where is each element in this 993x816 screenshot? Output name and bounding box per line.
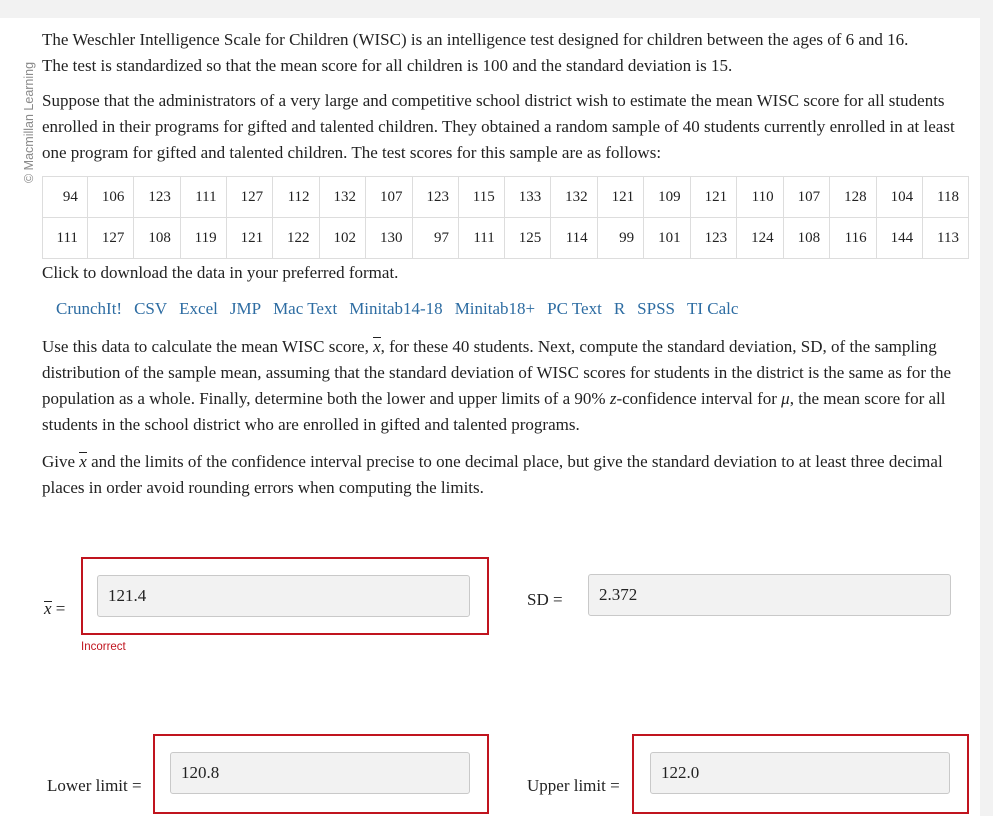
table-cell: 123 [412,177,458,218]
table-cell: 132 [319,177,365,218]
mu-symbol: μ [781,389,790,408]
download-prompt: Click to download the data in your preferred format. [42,263,399,282]
table-cell: 94 [43,177,88,218]
table-row [43,177,969,218]
table-cell: 121 [597,177,643,218]
download-links [56,298,750,320]
table-cell: 113 [923,218,969,259]
table-cell: 121 [690,177,736,218]
xbar-symbol: x [373,334,381,360]
table-cell: 116 [830,218,876,259]
download-link-minitab18[interactable]: Minitab18+ [454,299,536,318]
table-cell: 108 [134,218,180,259]
table-cell: 119 [180,218,226,259]
table-row [43,218,969,259]
upper-limit-input[interactable] [650,752,950,794]
download-link-minitab14-18[interactable]: Minitab14-18 [349,299,443,318]
table-cell: 99 [597,218,643,259]
scenario-text: Suppose that the administrators of a very large and competitive school district wish to estimate the mean WISC score for all students enrolled in their programs for gifted and talented children. They obtained a random sample of 40 students currently enrolled in at least one program for gifted and talented children. The test scores for this sample are as follows: [42,91,955,162]
watermark: © Macmillan Learning [22,61,36,183]
table-cell: 127 [87,218,133,259]
table-cell: 125 [504,218,550,259]
upper-limit-label: Upper limit = [527,776,620,795]
table-cell: 106 [87,177,133,218]
download-link-csv[interactable]: CSV [134,299,168,318]
table-cell: 111 [459,218,505,259]
table-cell: 110 [737,177,783,218]
mean-feedback: Incorrect [81,641,126,653]
download-link-pc-text[interactable]: PC Text [547,299,602,318]
download-link-spss[interactable]: SPSS [637,299,675,318]
table-cell: 111 [43,218,88,259]
table-cell: 128 [830,177,876,218]
table-cell: 121 [226,218,272,259]
table-cell: 107 [783,177,829,218]
mean-input[interactable] [97,575,470,617]
table-cell: 133 [504,177,550,218]
scores-table [42,176,969,259]
table-cell: 101 [644,218,690,259]
intro-text: The Weschler Intelligence Scale for Children (WISC) is an intelligence test designed for children between the ages of 6 and 16. The test is standardized so that the mean score for all children is 100 and the standard deviation is 15. [42,30,909,75]
download-link-ti-calc[interactable]: TI Calc [686,299,739,318]
table-cell: 102 [319,218,365,259]
table-cell: 104 [876,177,922,218]
table-cell: 123 [134,177,180,218]
download-link-crunchit[interactable]: CrunchIt! [56,299,123,318]
table-cell: 111 [180,177,226,218]
table-cell: 109 [644,177,690,218]
table-cell: 144 [876,218,922,259]
table-cell: 112 [273,177,319,218]
instructions-text: Use this data to calculate the mean WISC score, x, for these 40 students. Next, compute the standard deviation, SD, of the sampling distribution of the sample mean, assuming that the standard deviation of WISC scores for students in the district is the same as for the population as a whole. Finally, determine both the lower and upper limits of a 90% z-confidence interval for μ, the mean score for all students in the school district who are enrolled in gifted and talented programs. [42,334,970,438]
mean-label: x = [44,599,66,618]
table-cell: 107 [366,177,412,218]
precision-text: Give x and the limits of the confidence interval precise to one decimal place, but give the standard deviation to at least three decimal places in order avoid rounding errors when computing the limits. [42,449,970,501]
table-cell: 124 [737,218,783,259]
sd-input[interactable] [588,574,951,616]
table-cell: 97 [412,218,458,259]
table-cell: 118 [923,177,969,218]
download-link-excel[interactable]: Excel [179,299,218,318]
table-cell: 114 [551,218,597,259]
z-symbol: z [609,389,617,408]
table-cell: 108 [783,218,829,259]
table-cell: 127 [226,177,272,218]
download-link-jmp[interactable]: JMP [229,299,262,318]
download-link-r[interactable]: R [613,299,626,318]
download-link-mac-text[interactable]: Mac Text [273,299,338,318]
sd-label: SD = [527,590,563,609]
table-cell: 130 [366,218,412,259]
lower-limit-label: Lower limit = [47,776,142,795]
lower-limit-input[interactable] [170,752,470,794]
xbar-symbol: x [79,449,87,475]
table-cell: 115 [459,177,505,218]
table-cell: 132 [551,177,597,218]
table-cell: 123 [690,218,736,259]
table-cell: 122 [273,218,319,259]
